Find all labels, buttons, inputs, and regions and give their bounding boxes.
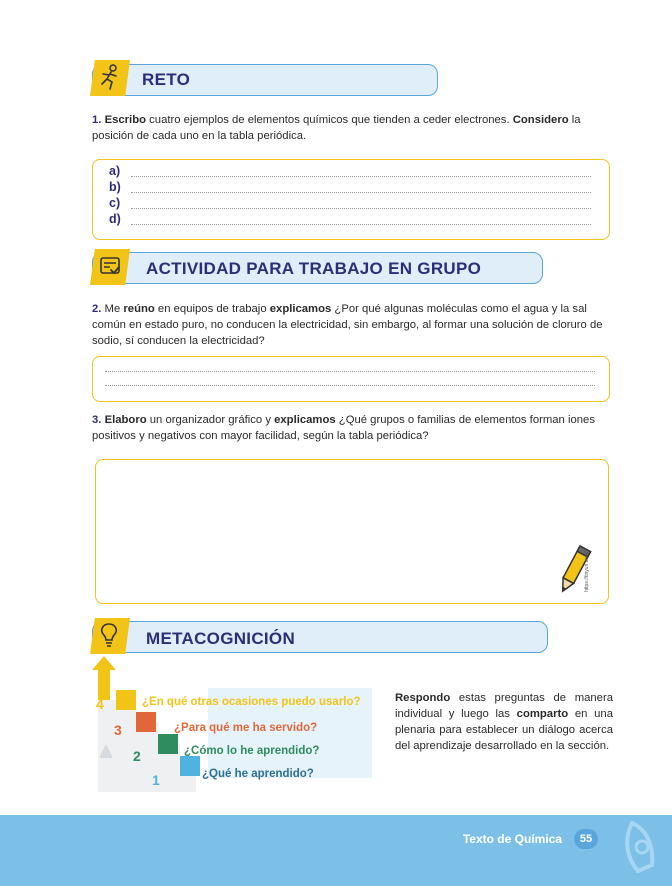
q1-text-1: cuatro ejemplos de elementos químicos que tienden a ceder electrones. [146, 114, 513, 126]
book-title: Texto de Química [462, 832, 562, 846]
grupo-title: ACTIVIDAD PARA TRABAJO EN GRUPO [146, 259, 482, 278]
image-credit: https://tinyurl.com/... [584, 547, 590, 592]
q1-verb-escribo: Escribo [104, 114, 146, 126]
reto-title: RETO [142, 70, 191, 89]
page-footer [0, 815, 672, 886]
step-number-3: 3 [114, 722, 122, 738]
answer-line-b[interactable] [131, 192, 591, 193]
question-3-number: 3. [92, 414, 102, 426]
rocket-watermark-icon [602, 815, 672, 886]
question-1 [92, 112, 612, 144]
step-number-2: 2 [133, 748, 141, 764]
metacognicion-instructions [395, 690, 613, 754]
question-1-number: 1. [92, 114, 102, 126]
option-c: c) [109, 196, 121, 210]
answer-line-q2-1[interactable] [105, 371, 595, 372]
grupo-badge [90, 249, 130, 285]
reto-badge [90, 60, 130, 96]
runner-icon [98, 64, 120, 90]
q3-verb-elaboro: Elaboro [104, 414, 147, 426]
clipboard-check-icon [98, 253, 122, 279]
option-a: a) [109, 164, 121, 178]
q2-text-2: ¿Por qué algunas moléculas como el agua y la sal común en estado puro, no conducen la electricidad, sin embargo, al formar una solución de cloruro de sodio, sí conducen la electricidad? [92, 303, 603, 347]
q1-text-2: la posición de cada uno en la tabla periódica. [92, 114, 581, 142]
verb-comparto: comparto [516, 708, 569, 720]
answer-line-c[interactable] [131, 208, 591, 209]
answer-box-q1[interactable] [92, 159, 610, 240]
step-number-1: 1 [152, 772, 160, 788]
resp-text-2: en una plenaria para establecer un diálogo acerca del aprendizaje desarrollado en la sección. [395, 708, 613, 752]
answer-line-q2-2[interactable] [105, 385, 595, 386]
step-question-2: ¿Cómo lo he aprendido? [184, 745, 320, 757]
option-b: b) [109, 180, 121, 194]
q2-verb-explicamos: explicamos [269, 303, 332, 315]
meta-badge [90, 618, 130, 654]
step-question-3: ¿Para qué me ha servido? [174, 722, 318, 734]
lightbulb-icon [98, 622, 120, 648]
page-number: 55 [574, 829, 598, 849]
step-question-4: ¿En qué otras ocasiones puedo usarlo? [142, 696, 361, 708]
question-3 [92, 412, 612, 444]
option-d: d) [109, 212, 121, 226]
resp-text-1: estas preguntas de manera individual y luego las [395, 692, 613, 720]
meta-title: METACOGNICIÓN [146, 629, 296, 648]
q3-verb-explicamos: explicamos [274, 414, 336, 426]
q2-verb-reuno: reúno [123, 303, 155, 315]
q3-text-1: un organizador gráfico y [146, 414, 275, 426]
q3-text-2: ¿Qué grupos o familias de elementos forman iones positivos y negativos con mayor facilidad, según la tabla periódica? [92, 414, 595, 442]
q1-verb-considero: Considero [512, 114, 569, 126]
verb-respondo: Respondo [395, 692, 451, 704]
step-question-1: ¿Qué he aprendido? [202, 768, 314, 780]
answer-box-q3[interactable] [95, 459, 609, 604]
q2-text-0: Me [101, 303, 124, 315]
answer-line-d[interactable] [131, 224, 591, 225]
answer-line-a[interactable] [131, 176, 591, 177]
step-number-4: 4 [96, 696, 104, 712]
q2-text-1: en equipos de trabajo [154, 303, 270, 315]
question-2-number: 2. [92, 303, 102, 315]
question-2 [92, 301, 612, 349]
answer-box-q2[interactable] [92, 356, 610, 402]
